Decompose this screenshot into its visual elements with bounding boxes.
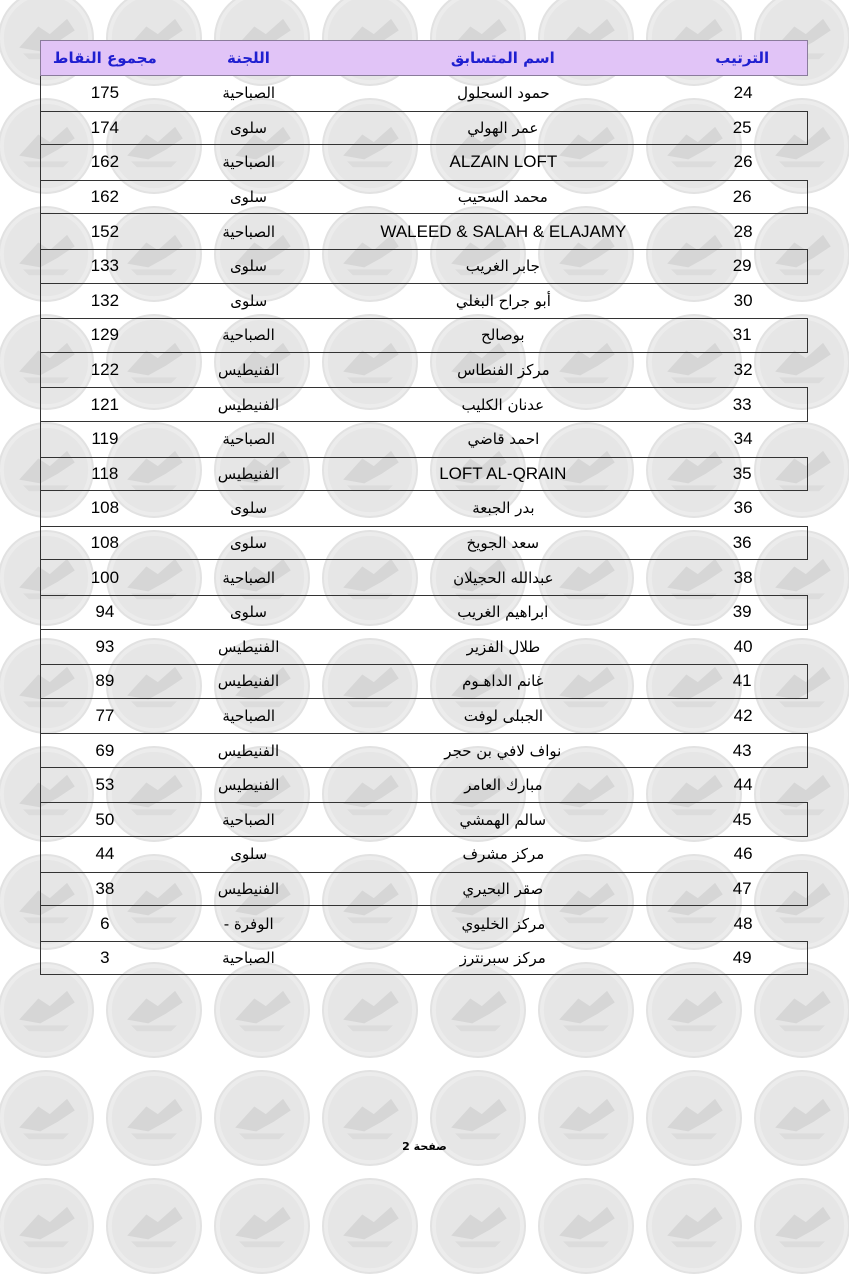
- cell-team: الصباحية: [222, 810, 275, 829]
- cell-team: الصباحية: [222, 949, 275, 968]
- cell-name: محمد السحيب: [457, 188, 548, 207]
- pigeon-logo-icon: [0, 1178, 94, 1274]
- cell-team: الفنيطيس: [217, 464, 280, 483]
- cell-team: - الوفرة: [223, 914, 274, 933]
- results-table: [40, 40, 808, 975]
- cell-rank: 38: [733, 567, 753, 587]
- cell-name: حمود السحلول: [457, 84, 550, 103]
- table-row: [40, 111, 808, 146]
- cell-name: طلال الفزير: [466, 637, 541, 656]
- table-row: [40, 595, 808, 630]
- table-row: [40, 249, 808, 284]
- table-row: [40, 664, 808, 699]
- cell-name: الجبلى لوفت: [463, 706, 544, 725]
- cell-rank: 26: [733, 152, 753, 172]
- pigeon-logo-icon: [646, 962, 742, 1058]
- cell-team: الصباحية: [222, 430, 276, 449]
- cell-name: WALEED & SALAH & ELAJAMY: [380, 221, 627, 241]
- table-row: [40, 872, 808, 907]
- pigeon-logo-icon: [754, 1178, 849, 1274]
- cell-points: 38: [95, 878, 115, 898]
- pigeon-logo-icon: [538, 962, 634, 1058]
- cell-team: الفنيطيس: [217, 741, 280, 760]
- cell-rank: 31: [732, 325, 752, 345]
- table-row: [40, 145, 808, 180]
- cell-rank: 44: [733, 775, 753, 795]
- cell-points: 89: [95, 671, 115, 691]
- cell-name: صقر البحيري: [462, 879, 544, 898]
- pigeon-logo-icon: [214, 962, 310, 1058]
- table-row: [40, 180, 808, 215]
- cell-team: الفنيطيس: [218, 637, 280, 656]
- cell-name: عدنان الكليب: [461, 395, 545, 414]
- table-row: [40, 733, 808, 768]
- cell-team: سلوى: [229, 188, 267, 207]
- cell-name: ALZAIN LOFT: [449, 152, 558, 172]
- cell-rank: 34: [733, 429, 753, 449]
- cell-points: 152: [90, 221, 120, 241]
- cell-team: الفنيطيس: [217, 395, 280, 414]
- table-row: [40, 214, 808, 249]
- cell-points: 175: [90, 83, 120, 103]
- table-row: [40, 491, 808, 526]
- cell-points: 129: [90, 325, 120, 345]
- cell-name: سعد الجويخ: [466, 534, 540, 553]
- cell-points: 94: [95, 602, 115, 622]
- table-row: [40, 318, 808, 353]
- cell-name: مبارك العامر: [464, 776, 543, 795]
- cell-rank: 43: [732, 740, 752, 760]
- cell-name: مركز مشرف: [462, 845, 545, 864]
- header-rank: الترتيب: [715, 49, 770, 67]
- cell-team: الصباحية: [222, 222, 276, 241]
- table-row: [40, 422, 808, 457]
- pigeon-logo-icon: [322, 1178, 418, 1274]
- cell-rank: 39: [732, 602, 752, 622]
- cell-name: غانم الداهـوم: [462, 672, 544, 691]
- cell-team: الصباحية: [222, 153, 276, 172]
- table-row: [40, 353, 808, 388]
- cell-name: ابراهيم الغريب: [457, 603, 549, 622]
- cell-team: الصباحية: [222, 706, 276, 725]
- cell-team: سلوى: [229, 257, 267, 276]
- cell-points: 108: [90, 533, 120, 553]
- cell-rank: 42: [733, 705, 753, 725]
- header-team: اللجنة: [226, 49, 270, 67]
- cell-rank: 40: [733, 636, 753, 656]
- cell-rank: 49: [732, 948, 752, 968]
- pigeon-logo-icon: [430, 1178, 526, 1274]
- cell-points: 69: [95, 740, 115, 760]
- cell-team: الصباحية: [222, 568, 276, 587]
- table-row: [40, 560, 808, 595]
- cell-points: 121: [90, 394, 120, 414]
- cell-rank: 26: [732, 187, 752, 207]
- cell-points: 44: [95, 844, 115, 864]
- table-row: [40, 837, 808, 872]
- pigeon-logo-icon: [0, 962, 94, 1058]
- cell-rank: 28: [733, 221, 753, 241]
- cell-points: 108: [90, 498, 120, 518]
- cell-points: 162: [90, 152, 120, 172]
- cell-team: سلوى: [230, 291, 268, 310]
- pigeon-logo-icon: [322, 962, 418, 1058]
- table-row: [40, 941, 808, 976]
- cell-team: سلوى: [230, 845, 268, 864]
- cell-points: 50: [95, 809, 115, 829]
- cell-team: سلوى: [229, 118, 267, 137]
- cell-rank: 41: [732, 671, 752, 691]
- cell-rank: 35: [732, 463, 752, 483]
- cell-rank: 47: [732, 878, 752, 898]
- table-row: [40, 387, 808, 422]
- cell-points: 93: [95, 636, 115, 656]
- cell-name: LOFT AL-QRAIN: [439, 463, 567, 483]
- cell-points: 3: [100, 948, 110, 968]
- cell-points: 174: [90, 117, 120, 137]
- cell-name: عمر الهولي: [467, 118, 539, 137]
- cell-name: عبدالله الحجيلان: [453, 568, 554, 587]
- cell-rank: 30: [733, 290, 753, 310]
- cell-points: 77: [95, 705, 115, 725]
- cell-rank: 33: [732, 394, 752, 414]
- pigeon-logo-icon: [646, 1178, 742, 1274]
- table-header-row: [40, 40, 808, 76]
- cell-rank: 29: [732, 256, 752, 276]
- cell-team: الصباحية: [222, 326, 275, 345]
- cell-points: 119: [91, 429, 119, 449]
- cell-team: سلوى: [230, 499, 268, 518]
- table-row: [40, 284, 808, 319]
- cell-name: بدر الجبعة: [472, 499, 535, 518]
- cell-rank: 46: [733, 844, 753, 864]
- cell-name: مركز الفنطاس: [457, 361, 550, 380]
- pigeon-logo-icon: [538, 1178, 634, 1274]
- pigeon-logo-icon: [430, 962, 526, 1058]
- table-row: [40, 768, 808, 803]
- cell-name: بوصالح: [481, 326, 525, 345]
- cell-points: 162: [90, 187, 120, 207]
- page-number: صفحة 2: [402, 1140, 447, 1153]
- cell-name: جابر الغريب: [465, 257, 540, 276]
- cell-name: أبو جراح البغلي: [455, 291, 551, 310]
- table-row: [40, 457, 808, 492]
- cell-team: سلوى: [229, 603, 267, 622]
- table-row: [40, 699, 808, 734]
- cell-rank: 24: [733, 83, 753, 103]
- table-body: [40, 76, 808, 975]
- pigeon-logo-icon: [106, 962, 202, 1058]
- pigeon-logo-icon: [106, 1178, 202, 1274]
- cell-name: نواف لافي بن حجر: [444, 741, 562, 760]
- cell-name: مركز الخليوي: [461, 914, 546, 933]
- cell-rank: 32: [733, 360, 753, 380]
- cell-points: 100: [90, 567, 120, 587]
- cell-team: الفنيطيس: [218, 776, 280, 795]
- table-row: [40, 630, 808, 665]
- cell-team: الفنيطيس: [217, 879, 280, 898]
- table-row: [40, 526, 808, 561]
- cell-name: سالم الهمشي: [459, 810, 547, 829]
- pigeon-logo-icon: [214, 1178, 310, 1274]
- cell-name: مركز سبرنترز: [459, 949, 546, 968]
- cell-rank: 36: [732, 533, 752, 553]
- cell-name: احمد قاضي: [467, 430, 540, 449]
- cell-team: الفنيطيس: [218, 361, 280, 380]
- cell-points: 122: [90, 360, 120, 380]
- cell-points: 133: [90, 256, 120, 276]
- cell-points: 53: [95, 775, 115, 795]
- pigeon-logo-icon: [754, 962, 849, 1058]
- cell-points: 118: [91, 463, 119, 483]
- cell-rank: 48: [733, 913, 753, 933]
- cell-team: سلوى: [229, 534, 267, 553]
- cell-team: الصباحية: [222, 84, 276, 103]
- cell-rank: 25: [732, 117, 752, 137]
- cell-rank: 36: [733, 498, 753, 518]
- cell-points: 6: [100, 913, 110, 933]
- cell-points: 132: [90, 290, 120, 310]
- header-points: مجموع النقاط: [52, 49, 157, 67]
- cell-team: الفنيطيس: [217, 672, 280, 691]
- table-row: [40, 906, 808, 941]
- header-name: اسم المتسابق: [450, 49, 555, 67]
- table-row: [40, 76, 808, 111]
- table-row: [40, 802, 808, 837]
- cell-rank: 45: [732, 809, 752, 829]
